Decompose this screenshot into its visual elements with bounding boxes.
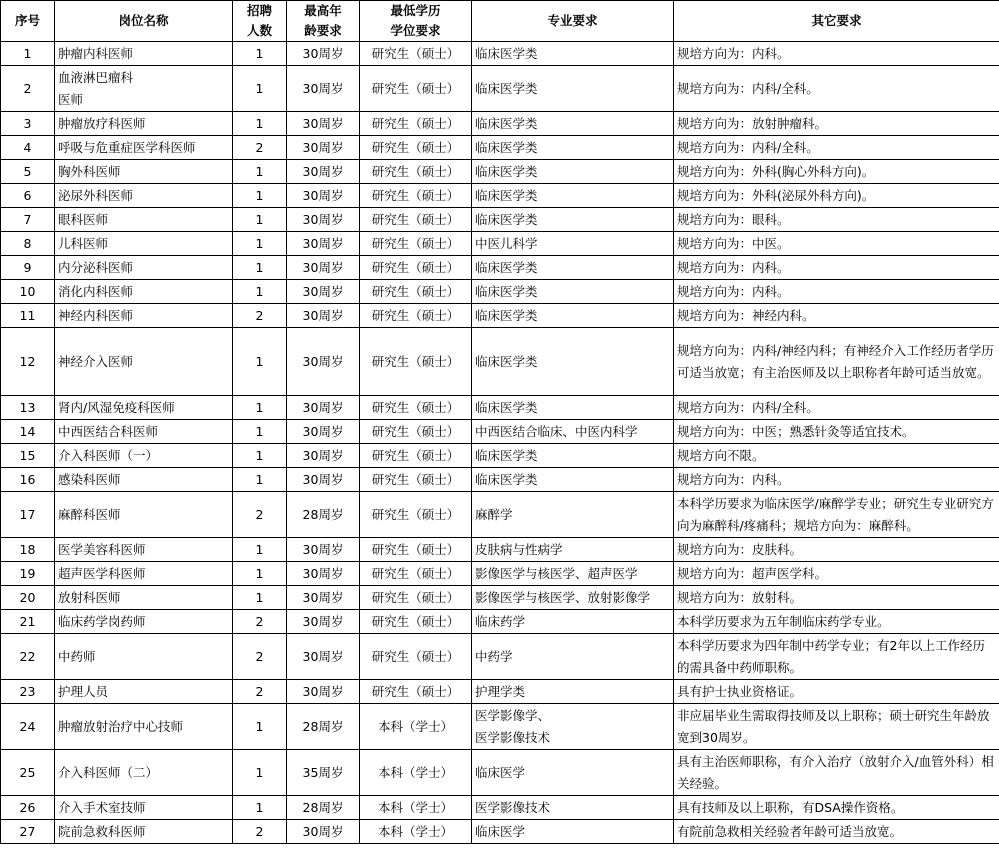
cell-education: 研究生（硕士） xyxy=(360,610,472,634)
cell-name xyxy=(55,136,233,160)
cell-name-line: 内分泌科医师 xyxy=(58,259,134,275)
cell-count: 1 xyxy=(233,444,287,468)
cell-other: 规培方向为：超声医学科。 xyxy=(674,562,999,586)
cell-other: 规培方向为：内科。 xyxy=(674,468,999,492)
cell-major xyxy=(472,634,674,680)
cell-name-line: 介入科医师（一） xyxy=(58,447,159,463)
cell-age: 30周岁 xyxy=(287,208,360,232)
cell-name-line: 神经介入医师 xyxy=(58,353,134,369)
cell-major-line: 临床医学类 xyxy=(475,307,538,323)
cell-name-line: 临床药学岗药师 xyxy=(58,613,146,629)
cell-seq: 18 xyxy=(1,538,55,562)
cell-education: 研究生（硕士） xyxy=(360,444,472,468)
cell-name xyxy=(55,796,233,820)
cell-other: 本科学历要求为五年制临床药学专业。 xyxy=(674,610,999,634)
cell-major xyxy=(472,42,674,66)
cell-name xyxy=(55,304,233,328)
table-row xyxy=(1,184,999,208)
cell-seq: 11 xyxy=(1,304,55,328)
cell-name-line: 介入手术室技师 xyxy=(58,799,146,815)
cell-major-line: 临床医学类 xyxy=(475,447,538,463)
cell-education: 研究生（硕士） xyxy=(360,538,472,562)
cell-other: 规培方向为：内科/全科。 xyxy=(674,136,999,160)
cell-name-line: 院前急救科医师 xyxy=(58,823,146,839)
table-row xyxy=(1,256,999,280)
table-row xyxy=(1,750,999,796)
cell-name xyxy=(55,468,233,492)
header-other: 其它要求 xyxy=(674,1,999,42)
cell-seq: 26 xyxy=(1,796,55,820)
cell-age: 30周岁 xyxy=(287,634,360,680)
cell-count: 2 xyxy=(233,610,287,634)
cell-education: 研究生（硕士） xyxy=(360,256,472,280)
cell-count: 2 xyxy=(233,634,287,680)
cell-name xyxy=(55,256,233,280)
cell-age: 30周岁 xyxy=(287,820,360,844)
cell-name-line: 儿科医师 xyxy=(58,235,109,251)
cell-count: 1 xyxy=(233,586,287,610)
cell-major-line: 医学影像技术 xyxy=(475,799,551,815)
cell-age: 30周岁 xyxy=(287,232,360,256)
cell-major-line: 中药学 xyxy=(475,648,513,664)
cell-seq: 25 xyxy=(1,750,55,796)
cell-other: 规培方向为：外科(胸心外科方向)。 xyxy=(674,160,999,184)
table-row xyxy=(1,444,999,468)
cell-name-line: 血液淋巴瘤科 xyxy=(58,69,134,85)
cell-count: 1 xyxy=(233,562,287,586)
cell-other: 非应届毕业生需取得技师及以上职称；硕士研究生年龄放宽到30周岁。 xyxy=(674,704,999,750)
cell-seq: 24 xyxy=(1,704,55,750)
table-row xyxy=(1,468,999,492)
cell-major xyxy=(472,444,674,468)
cell-name xyxy=(55,208,233,232)
cell-other: 有院前急救相关经验者年龄可适当放宽。 xyxy=(674,820,999,844)
cell-major-line: 临床医学类 xyxy=(475,211,538,227)
table-row xyxy=(1,562,999,586)
cell-major-line: 临床医学类 xyxy=(475,353,538,369)
cell-education: 研究生（硕士） xyxy=(360,586,472,610)
cell-education: 研究生（硕士） xyxy=(360,492,472,538)
cell-major-line: 麻醉学 xyxy=(475,506,513,522)
cell-age: 30周岁 xyxy=(287,112,360,136)
table-row xyxy=(1,232,999,256)
cell-seq: 16 xyxy=(1,468,55,492)
cell-major xyxy=(472,136,674,160)
table-header-row xyxy=(1,1,999,42)
cell-education: 研究生（硕士） xyxy=(360,468,472,492)
cell-age: 35周岁 xyxy=(287,750,360,796)
cell-age: 28周岁 xyxy=(287,704,360,750)
cell-name-line: 肿瘤内科医师 xyxy=(58,45,134,61)
cell-major-line: 中医儿科学 xyxy=(475,235,538,251)
cell-education: 研究生（硕士） xyxy=(360,232,472,256)
cell-count: 1 xyxy=(233,160,287,184)
cell-education: 研究生（硕士） xyxy=(360,304,472,328)
cell-other: 规培方向为：内科/全科。 xyxy=(674,66,999,112)
cell-seq: 8 xyxy=(1,232,55,256)
cell-major xyxy=(472,538,674,562)
table-row xyxy=(1,328,999,396)
cell-major-line: 临床医学类 xyxy=(475,80,538,96)
cell-name xyxy=(55,820,233,844)
table-row xyxy=(1,634,999,680)
cell-name-line: 眼科医师 xyxy=(58,211,109,227)
cell-name xyxy=(55,610,233,634)
cell-name-line: 神经内科医师 xyxy=(58,307,134,323)
cell-name-line: 呼吸与危重症医学科医师 xyxy=(58,139,196,155)
cell-age: 30周岁 xyxy=(287,280,360,304)
cell-other: 规培方向为：内科。 xyxy=(674,256,999,280)
cell-count: 1 xyxy=(233,468,287,492)
cell-name xyxy=(55,444,233,468)
cell-major xyxy=(472,680,674,704)
cell-other: 规培方向为：内科。 xyxy=(674,280,999,304)
cell-education: 研究生（硕士） xyxy=(360,328,472,396)
cell-count: 1 xyxy=(233,796,287,820)
cell-count: 1 xyxy=(233,256,287,280)
cell-name xyxy=(55,562,233,586)
table-row xyxy=(1,820,999,844)
cell-count: 1 xyxy=(233,112,287,136)
cell-name xyxy=(55,66,233,112)
cell-major-line: 护理学类 xyxy=(475,683,526,699)
cell-major-line: 临床医学类 xyxy=(475,45,538,61)
cell-age: 28周岁 xyxy=(287,796,360,820)
cell-major-line: 临床医学 xyxy=(475,764,526,780)
cell-education: 本科（学士） xyxy=(360,704,472,750)
cell-name xyxy=(55,492,233,538)
cell-name-line: 麻醉科医师 xyxy=(58,506,121,522)
cell-name xyxy=(55,750,233,796)
cell-seq: 10 xyxy=(1,280,55,304)
table-row xyxy=(1,396,999,420)
table-row xyxy=(1,304,999,328)
cell-major xyxy=(472,586,674,610)
cell-major-line: 临床药学 xyxy=(475,613,526,629)
cell-major xyxy=(472,610,674,634)
cell-education: 研究生（硕士） xyxy=(360,136,472,160)
cell-major-line: 影像医学与核医学、超声医学 xyxy=(475,565,638,581)
cell-major-line: 临床医学类 xyxy=(475,399,538,415)
cell-major xyxy=(472,256,674,280)
cell-seq: 5 xyxy=(1,160,55,184)
cell-major xyxy=(472,208,674,232)
header-count-line2: 人数 xyxy=(246,23,272,38)
table-row xyxy=(1,704,999,750)
header-major: 专业要求 xyxy=(472,1,674,42)
cell-major xyxy=(472,492,674,538)
cell-name-line: 消化内科医师 xyxy=(58,283,134,299)
header-count xyxy=(233,1,287,42)
cell-age: 30周岁 xyxy=(287,468,360,492)
cell-seq: 14 xyxy=(1,420,55,444)
cell-name-line: 介入科医师（二） xyxy=(58,764,159,780)
cell-age: 30周岁 xyxy=(287,444,360,468)
cell-major xyxy=(472,280,674,304)
header-count-line1: 招聘 xyxy=(246,3,272,18)
cell-major-line: 皮肤病与性病学 xyxy=(475,541,563,557)
cell-major-line: 医学影像技术 xyxy=(475,729,551,745)
cell-count: 2 xyxy=(233,304,287,328)
cell-seq: 6 xyxy=(1,184,55,208)
cell-major xyxy=(472,562,674,586)
table-row xyxy=(1,66,999,112)
cell-major xyxy=(472,468,674,492)
cell-name xyxy=(55,538,233,562)
cell-seq: 19 xyxy=(1,562,55,586)
cell-name xyxy=(55,42,233,66)
cell-education: 研究生（硕士） xyxy=(360,280,472,304)
cell-name-line: 泌尿外科医师 xyxy=(58,187,134,203)
header-name: 岗位名称 xyxy=(55,1,233,42)
cell-major xyxy=(472,112,674,136)
cell-education: 研究生（硕士） xyxy=(360,396,472,420)
cell-name-line: 医学美容科医师 xyxy=(58,541,146,557)
cell-major xyxy=(472,704,674,750)
cell-other: 规培方向为：放射肿瘤科。 xyxy=(674,112,999,136)
cell-education: 研究生（硕士） xyxy=(360,634,472,680)
cell-education: 研究生（硕士） xyxy=(360,160,472,184)
header-age-line2: 龄要求 xyxy=(304,23,342,38)
cell-major xyxy=(472,232,674,256)
cell-name xyxy=(55,280,233,304)
cell-age: 30周岁 xyxy=(287,160,360,184)
cell-name xyxy=(55,586,233,610)
cell-age: 28周岁 xyxy=(287,492,360,538)
cell-seq: 27 xyxy=(1,820,55,844)
cell-seq: 7 xyxy=(1,208,55,232)
cell-age: 30周岁 xyxy=(287,304,360,328)
cell-count: 1 xyxy=(233,184,287,208)
cell-major xyxy=(472,184,674,208)
cell-count: 1 xyxy=(233,232,287,256)
cell-major-line: 临床医学类 xyxy=(475,187,538,203)
table-row xyxy=(1,208,999,232)
table-row xyxy=(1,492,999,538)
cell-major xyxy=(472,796,674,820)
cell-other: 规培方向为：内科/全科。 xyxy=(674,396,999,420)
header-education-line2: 学位要求 xyxy=(390,23,441,38)
cell-seq: 3 xyxy=(1,112,55,136)
cell-education: 研究生（硕士） xyxy=(360,112,472,136)
cell-seq: 20 xyxy=(1,586,55,610)
cell-seq: 22 xyxy=(1,634,55,680)
cell-major-line: 医学影像学、 xyxy=(475,707,551,723)
cell-education: 研究生（硕士） xyxy=(360,42,472,66)
cell-education: 研究生（硕士） xyxy=(360,680,472,704)
cell-name xyxy=(55,634,233,680)
cell-count: 1 xyxy=(233,328,287,396)
cell-name-line: 超声医学科医师 xyxy=(58,565,146,581)
cell-seq: 17 xyxy=(1,492,55,538)
cell-count: 2 xyxy=(233,492,287,538)
table-row xyxy=(1,610,999,634)
header-education-line1: 最低学历 xyxy=(390,3,441,18)
cell-name xyxy=(55,232,233,256)
table-row xyxy=(1,420,999,444)
header-seq: 序号 xyxy=(1,1,55,42)
cell-other: 规培方向为：眼科。 xyxy=(674,208,999,232)
cell-seq: 15 xyxy=(1,444,55,468)
cell-education: 研究生（硕士） xyxy=(360,66,472,112)
cell-seq: 23 xyxy=(1,680,55,704)
cell-education: 研究生（硕士） xyxy=(360,184,472,208)
cell-name xyxy=(55,396,233,420)
cell-seq: 1 xyxy=(1,42,55,66)
cell-major-line: 临床医学类 xyxy=(475,283,538,299)
cell-name xyxy=(55,184,233,208)
header-education xyxy=(360,1,472,42)
cell-seq: 13 xyxy=(1,396,55,420)
cell-major xyxy=(472,304,674,328)
cell-count: 1 xyxy=(233,66,287,112)
table-row xyxy=(1,586,999,610)
cell-education: 研究生（硕士） xyxy=(360,208,472,232)
cell-age: 30周岁 xyxy=(287,184,360,208)
cell-other: 规培方向为：内科/神经内科；有神经介入工作经历者学历可适当放宽；有主治医师及以上职称者年龄可适当放宽。 xyxy=(674,328,999,396)
cell-other: 规培方向为：神经内科。 xyxy=(674,304,999,328)
cell-major-line: 临床医学类 xyxy=(475,115,538,131)
header-age-line1: 最高年 xyxy=(304,3,342,18)
cell-age: 30周岁 xyxy=(287,328,360,396)
cell-age: 30周岁 xyxy=(287,136,360,160)
cell-age: 30周岁 xyxy=(287,420,360,444)
cell-other: 本科学历要求为四年制中药学专业；有2年以上工作经历的需具备中药师职称。 xyxy=(674,634,999,680)
cell-name-line: 医师 xyxy=(58,91,84,107)
cell-name xyxy=(55,704,233,750)
cell-education: 本科（学士） xyxy=(360,796,472,820)
cell-age: 30周岁 xyxy=(287,610,360,634)
cell-other: 规培方向为：皮肤科。 xyxy=(674,538,999,562)
cell-other: 本科学历要求为临床医学/麻醉学专业；研究生专业研究方向为麻醉科/疼痛科；规培方向为：麻醉科。 xyxy=(674,492,999,538)
cell-name-line: 感染科医师 xyxy=(58,471,121,487)
cell-major-line: 影像医学与核医学、放射影像学 xyxy=(475,589,651,605)
table-row xyxy=(1,796,999,820)
cell-major-line: 临床医学 xyxy=(475,823,526,839)
cell-major xyxy=(472,328,674,396)
table-row xyxy=(1,42,999,66)
cell-age: 30周岁 xyxy=(287,396,360,420)
table-row xyxy=(1,280,999,304)
cell-seq: 4 xyxy=(1,136,55,160)
cell-age: 30周岁 xyxy=(287,42,360,66)
cell-education: 研究生（硕士） xyxy=(360,562,472,586)
cell-major-line: 中西医结合临床、中医内科学 xyxy=(475,423,638,439)
cell-name xyxy=(55,420,233,444)
cell-name xyxy=(55,112,233,136)
cell-count: 1 xyxy=(233,396,287,420)
cell-name xyxy=(55,160,233,184)
cell-count: 2 xyxy=(233,820,287,844)
table-row xyxy=(1,538,999,562)
cell-education: 研究生（硕士） xyxy=(360,420,472,444)
cell-name-line: 肿瘤放射治疗中心技师 xyxy=(58,718,184,734)
cell-major-line: 临床医学类 xyxy=(475,471,538,487)
cell-name-line: 护理人员 xyxy=(58,683,109,699)
cell-other: 规培方向不限。 xyxy=(674,444,999,468)
cell-other: 具有护士执业资格证。 xyxy=(674,680,999,704)
table-row xyxy=(1,160,999,184)
cell-seq: 9 xyxy=(1,256,55,280)
cell-seq: 12 xyxy=(1,328,55,396)
cell-major xyxy=(472,420,674,444)
cell-other: 规培方向为：中医；熟悉针灸等适宜技术。 xyxy=(674,420,999,444)
cell-other: 具有技师及以上职称，有DSA操作资格。 xyxy=(674,796,999,820)
header-age xyxy=(287,1,360,42)
cell-other: 规培方向为：外科(泌尿外科方向)。 xyxy=(674,184,999,208)
cell-count: 1 xyxy=(233,704,287,750)
cell-count: 1 xyxy=(233,280,287,304)
cell-major xyxy=(472,820,674,844)
cell-major xyxy=(472,750,674,796)
cell-count: 2 xyxy=(233,680,287,704)
table-body xyxy=(1,42,999,844)
cell-age: 30周岁 xyxy=(287,586,360,610)
cell-major xyxy=(472,160,674,184)
table-row xyxy=(1,680,999,704)
cell-age: 30周岁 xyxy=(287,256,360,280)
cell-name-line: 中药师 xyxy=(58,648,96,664)
cell-count: 1 xyxy=(233,420,287,444)
cell-age: 30周岁 xyxy=(287,66,360,112)
table-row xyxy=(1,112,999,136)
cell-age: 30周岁 xyxy=(287,562,360,586)
cell-count: 1 xyxy=(233,538,287,562)
cell-age: 30周岁 xyxy=(287,538,360,562)
cell-other: 规培方向为：放射科。 xyxy=(674,586,999,610)
cell-name-line: 肾内/风湿免疫科医师 xyxy=(58,399,175,415)
table-row xyxy=(1,136,999,160)
cell-count: 2 xyxy=(233,136,287,160)
cell-count: 1 xyxy=(233,208,287,232)
cell-major xyxy=(472,66,674,112)
cell-name xyxy=(55,680,233,704)
cell-name-line: 中西医结合科医师 xyxy=(58,423,159,439)
cell-other: 规培方向为：内科。 xyxy=(674,42,999,66)
cell-other: 规培方向为：中医。 xyxy=(674,232,999,256)
cell-count: 1 xyxy=(233,42,287,66)
cell-major-line: 临床医学类 xyxy=(475,259,538,275)
cell-major xyxy=(472,396,674,420)
cell-count: 1 xyxy=(233,750,287,796)
cell-name-line: 肿瘤放疗科医师 xyxy=(58,115,146,131)
cell-other: 具有主治医师职称，有介入治疗（放射介入/血管外科）相关经验。 xyxy=(674,750,999,796)
cell-seq: 21 xyxy=(1,610,55,634)
cell-major-line: 临床医学类 xyxy=(475,163,538,179)
cell-seq: 2 xyxy=(1,66,55,112)
cell-name-line: 胸外科医师 xyxy=(58,163,121,179)
cell-major-line: 临床医学类 xyxy=(475,139,538,155)
cell-education: 本科（学士） xyxy=(360,820,472,844)
cell-age: 30周岁 xyxy=(287,680,360,704)
cell-education: 本科（学士） xyxy=(360,750,472,796)
cell-name-line: 放射科医师 xyxy=(58,589,121,605)
cell-name xyxy=(55,328,233,396)
